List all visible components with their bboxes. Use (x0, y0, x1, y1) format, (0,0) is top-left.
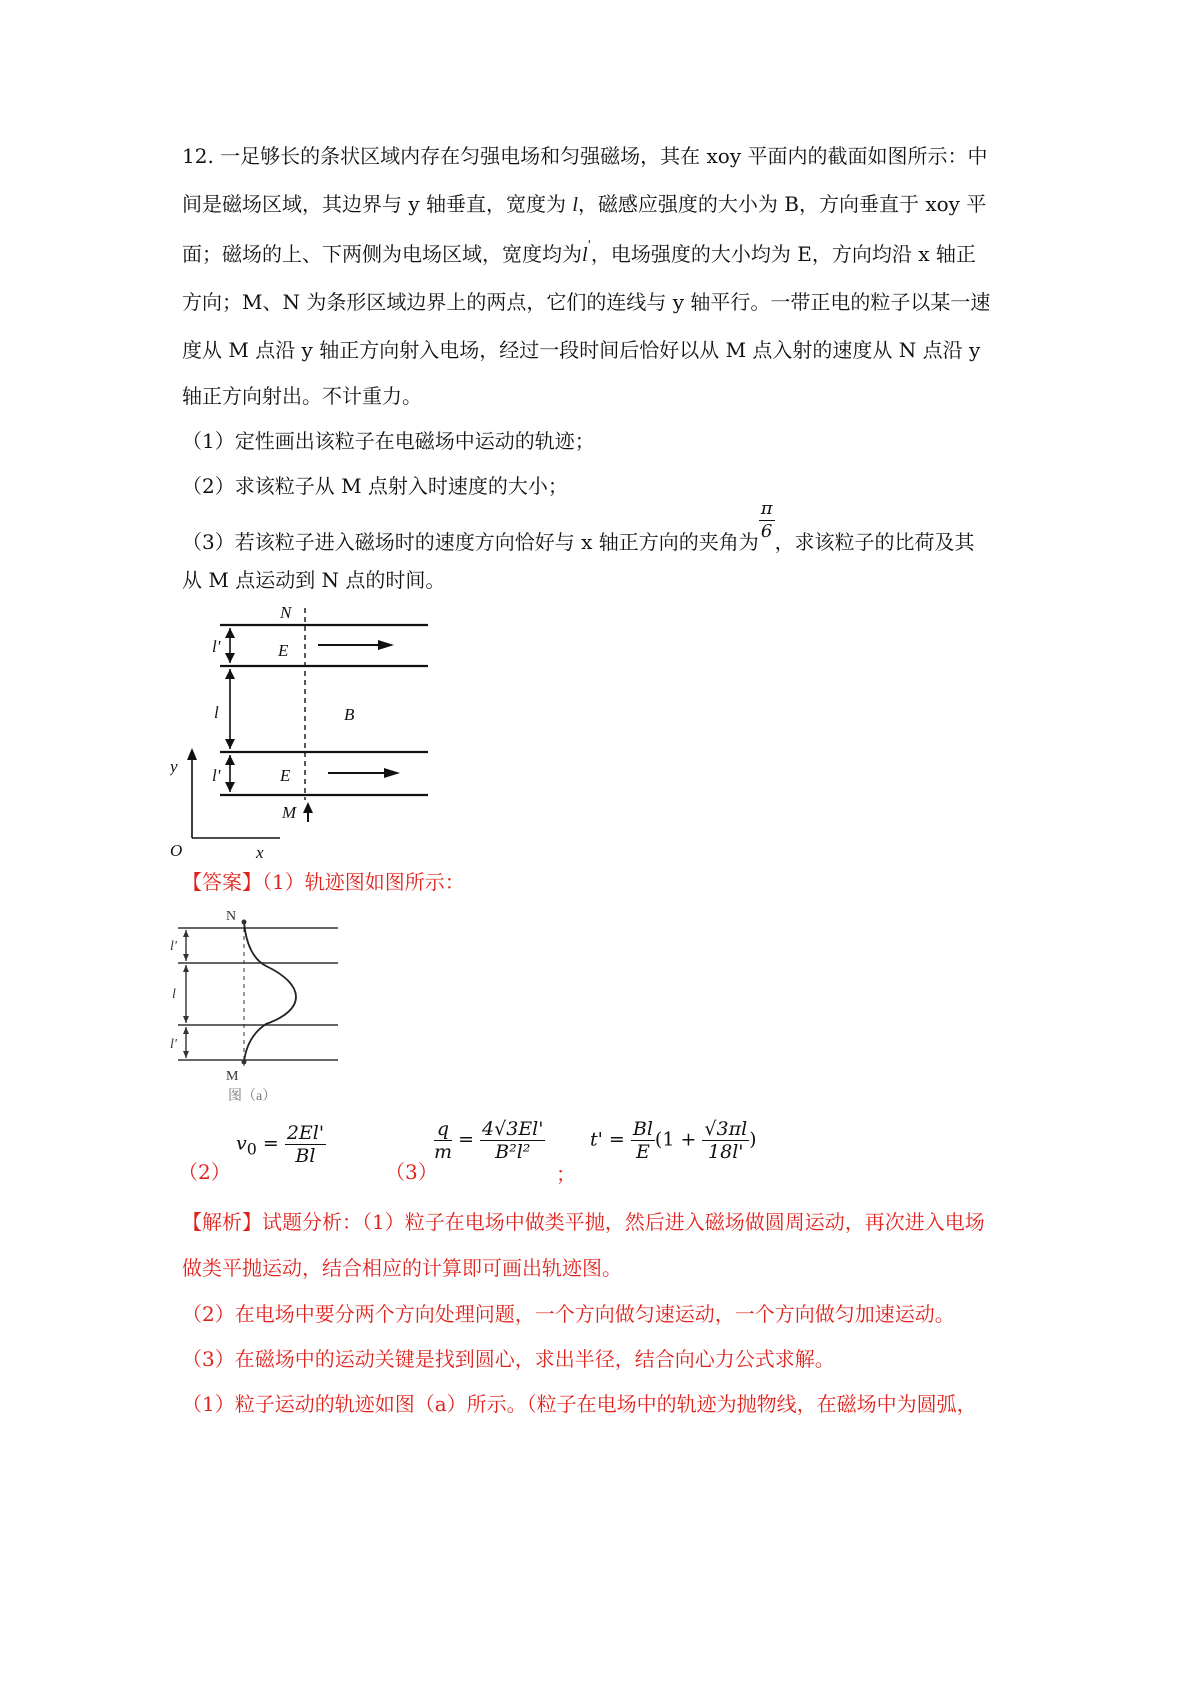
label-E-top: E (278, 641, 289, 660)
time-factor-fraction (631, 1118, 655, 1163)
v0-symbol: v (236, 1132, 247, 1155)
m-symbol: m (434, 1141, 453, 1163)
prime-mark: ' (587, 238, 591, 252)
ratio-denominator: B²l² (495, 1141, 531, 1163)
analysis-line-4: （3）在磁场中的运动关键是找到圆心，求出半径，结合向心力公式求解。 (182, 1347, 835, 1371)
traj-label-l-mid: l (172, 987, 176, 1002)
time-term-denominator: 18l' (708, 1141, 744, 1163)
fraction-numerator: π (760, 498, 773, 519)
time-factor-denominator: E (635, 1141, 650, 1163)
v0-denominator: Bl (295, 1145, 316, 1167)
traj-label-M: M (226, 1069, 239, 1084)
question-line-3 (182, 240, 976, 271)
sub-question-3-cont: 从 M 点运动到 N 点的时间。 (182, 568, 446, 592)
sub-question-3-a: （3）若该粒子进入磁场时的速度方向恰好与 x 轴正方向的夹角为 (182, 530, 759, 554)
question-line-2 (182, 190, 986, 219)
label-l-prime-top: l' (212, 637, 221, 656)
answer-part-3-label: （3） (385, 1160, 438, 1184)
analysis-text-1: 试题分析：（1）粒子在电场中做类平抛，然后进入磁场做圆周运动，再次进入电场 (262, 1210, 985, 1234)
ratio-fraction (480, 1118, 545, 1163)
analysis-line-3: （2）在电场中要分两个方向处理问题，一个方向做匀速运动，一个方向做匀加速运动。 (182, 1302, 955, 1326)
figure-a-caption: 图（a） (228, 1089, 277, 1104)
fraction-denominator: 6 (760, 521, 773, 542)
label-l-prime-bottom: l' (212, 766, 221, 785)
trajectory-diagram (166, 900, 356, 1110)
answer-text-1: （1）轨迹图如图所示： (262, 870, 465, 894)
q-over-m (434, 1118, 452, 1163)
time-symbol: t' (590, 1128, 603, 1151)
v0-formula: $v_0$ = $\frac{2El'}{Bl}$ (236, 1122, 325, 1167)
label-N: N (280, 603, 292, 622)
v0-subscript: 0 (246, 1139, 257, 1159)
field-region-diagram (170, 600, 470, 865)
width-l-var: l (572, 194, 578, 216)
label-E-bottom: E (280, 766, 291, 785)
ratio-numerator: 4√3El' (482, 1118, 544, 1140)
answer-separator: ； (556, 1162, 576, 1186)
question-line-2-rest: ，磁感应强度的大小为 B，方向垂直于 xoy 平 (577, 192, 987, 216)
question-line-5: 度从 M 点沿 y 轴正方向射入电场，经过一段时间后恰好以从 M 点入射的速度从 N 点沿 y (182, 338, 981, 362)
traj-label-l-prime-bottom: l' (170, 1037, 177, 1052)
v0-fraction (285, 1122, 326, 1167)
v0-numerator: 2El' (286, 1122, 325, 1144)
traj-label-l-prime-top: l' (170, 939, 177, 954)
label-l-mid: l (214, 703, 219, 722)
analysis-tag: 【解析】 (182, 1210, 262, 1234)
sub-question-3 (182, 498, 975, 556)
q-symbol: q (434, 1118, 452, 1141)
question-line-4: 方向；M、N 为条形区域边界上的两点，它们的连线与 y 轴平行。一带正电的粒子以某一速 (182, 290, 991, 314)
answer-tag: 【答案】 (182, 870, 262, 894)
charge-mass-ratio-formula: $\frac{q}{m}$ = $\frac{4√3El'}{\text{B²l²}}$ (434, 1118, 544, 1163)
question-line-3-rest: ，电场强度的大小均为 E，方向均沿 x 轴正 (590, 242, 976, 266)
time-term-fraction (702, 1118, 749, 1163)
answer-part-2-label: （2） (178, 1160, 231, 1184)
time-formula: t' = $\frac{Bl}{E}$ (1 + $\frac{√3\pi l}{18l'}$ ) (590, 1118, 757, 1163)
traj-label-N: N (226, 909, 237, 924)
analysis-line-5: （1）粒子运动的轨迹如图（a）所示。（粒子在电场中的轨迹为抛物线，在磁场中为圆弧， (182, 1392, 977, 1416)
analysis-line-2: 做类平抛运动，结合相应的计算即可画出轨迹图。 (182, 1256, 622, 1280)
label-M: M (282, 803, 297, 822)
time-term-numerator: √3πl (704, 1118, 748, 1140)
label-O: O (170, 841, 183, 860)
sub-question-3-b: ，求该粒子的比荷及其 (774, 530, 975, 554)
sub-question-1: （1）定性画出该粒子在电磁场中运动的轨迹； (182, 429, 595, 453)
time-factor-numerator: Bl (632, 1118, 653, 1140)
question-line-6: 轴正方向射出。不计重力。 (182, 384, 422, 408)
answer-line (182, 868, 465, 896)
width-lprime-var: l (582, 244, 588, 266)
sub-question-2: （2）求该粒子从 M 点射入时速度的大小； (182, 474, 568, 498)
question-line-1: 12. 一足够长的条状区域内存在匀强电场和匀强磁场，其在 xoy 平面内的截面如图所示：中 (182, 144, 988, 168)
label-y: y (170, 757, 178, 776)
label-x: x (256, 843, 264, 862)
pi-over-6-fraction (759, 498, 775, 543)
label-B: B (344, 705, 355, 724)
analysis-line-1 (182, 1208, 985, 1236)
question-line-2-text: 间是磁场区域，其边界与 y 轴垂直，宽度为 (182, 192, 573, 216)
question-line-3-text: 面；磁场的上、下两侧为电场区域，宽度均为 (182, 242, 582, 266)
